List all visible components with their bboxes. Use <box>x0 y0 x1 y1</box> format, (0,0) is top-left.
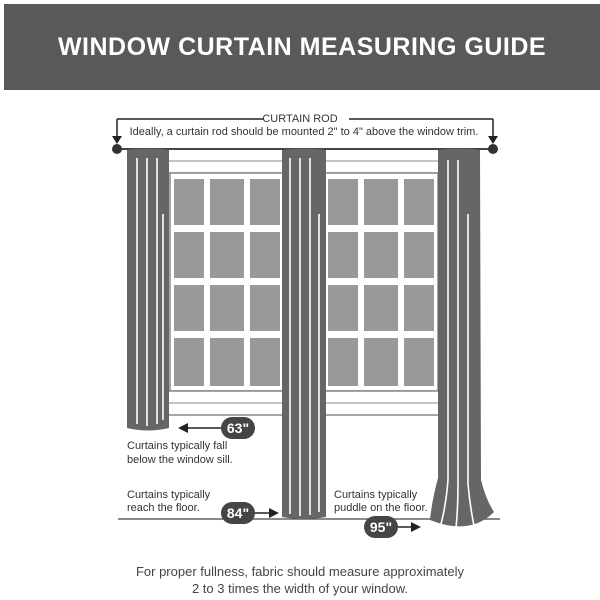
footer-note <box>0 563 600 597</box>
footer-line2: 2 to 3 times the width of your window. <box>191 581 409 596</box>
rod-finial-right <box>488 144 498 154</box>
caption-95-line2: puddle on the floor. <box>334 502 428 514</box>
rod-label: CURTAIN ROD <box>262 113 338 125</box>
rod-note: Ideally, a curtain rod should be mounted 2" to 4" above the window trim. <box>129 126 479 138</box>
page-title: WINDOW CURTAIN MEASURING GUIDE <box>57 32 547 61</box>
curtain-panel-84 <box>282 149 326 520</box>
caption-63-line1: Curtains typically fall <box>127 440 228 452</box>
badge-84: 84" <box>221 502 255 524</box>
footer-line1: For proper fullness, fabric should measure approximately <box>135 564 465 579</box>
caption-95-line1: Curtains typically <box>334 489 418 501</box>
badge-95: 95" <box>364 516 398 538</box>
badge-63: 63" <box>221 417 255 439</box>
rod-finial-left <box>112 144 122 154</box>
caption-84-line2: reach the floor. <box>127 502 200 514</box>
arrow-63 <box>178 423 222 433</box>
caption-63-line2: below the window sill. <box>127 454 233 466</box>
curtain-panel-95 <box>430 149 494 529</box>
curtain-panel-63 <box>127 149 169 431</box>
caption-84-line1: Curtains typically <box>127 489 211 501</box>
